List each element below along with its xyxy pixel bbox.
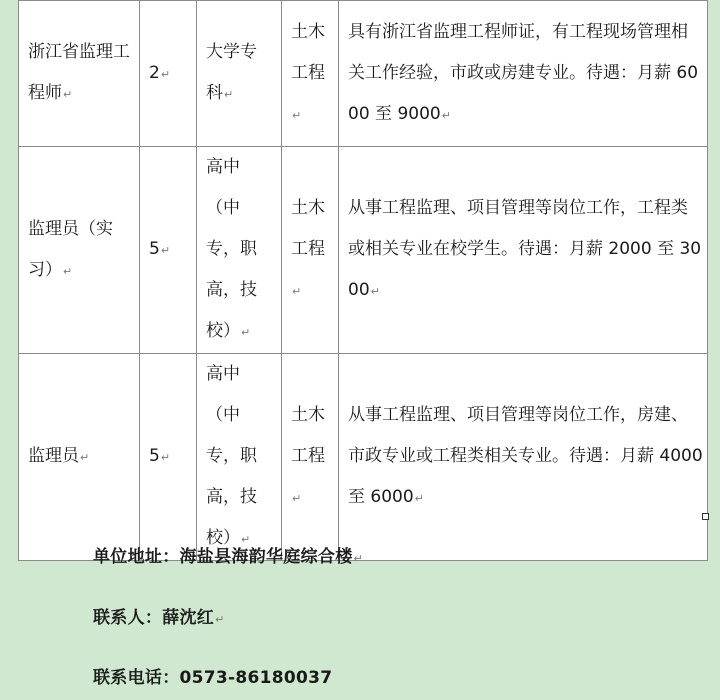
phone-value: 0573-86180037 (179, 668, 333, 688)
count-cell: 2↵ (140, 1, 197, 147)
contact-person-value: 薛沈红 (162, 608, 215, 628)
paragraph-mark: ↵ (353, 552, 364, 565)
paragraph-mark: ↵ (224, 88, 234, 101)
table-resize-handle[interactable] (702, 513, 709, 520)
paragraph-mark: ↵ (292, 108, 302, 122)
address-value: 海盐县海韵华庭综合楼 (179, 547, 353, 567)
position-cell: 浙江省监理工程师↵ (19, 1, 140, 147)
paragraph-mark: ↵ (215, 613, 225, 626)
table-row (19, 147, 708, 354)
table-row (19, 1, 708, 147)
paragraph-mark: ↵ (441, 108, 451, 122)
paragraph-mark: ↵ (292, 285, 302, 298)
paragraph-mark: ↵ (241, 533, 251, 546)
contact-person-label: 联系人： (93, 608, 163, 628)
position-cell: 监理员（实习）↵ (19, 147, 140, 354)
major-cell: 土木工程↵ (282, 147, 339, 354)
job-table (18, 0, 708, 561)
paragraph-mark: ↵ (160, 451, 171, 464)
phone-line (93, 663, 332, 688)
position-cell: 监理员↵ (19, 354, 140, 561)
paragraph-mark: ↵ (80, 451, 90, 464)
count-cell: 5↵ (140, 354, 197, 561)
major-cell: 土木工程↵ (282, 1, 339, 147)
phone-label: 联系电话： (93, 668, 180, 688)
address-line (93, 542, 363, 567)
education-cell: 大学专科↵ (197, 1, 282, 147)
count-cell: 5↵ (140, 147, 197, 354)
requirements-cell: 具有浙江省监理工程师证，有工程现场管理相关工作经验，市政或房建专业。待遇：月薪 6000 至 9000↵ (339, 1, 708, 147)
paragraph-mark: ↵ (63, 264, 73, 278)
requirements-cell: 从事工程监理、项目管理等岗位工作，房建、市政专业或工程类相关专业。待遇：月薪 4000 至 6000↵ (339, 354, 708, 561)
table-row (19, 354, 708, 561)
paragraph-mark: ↵ (414, 492, 424, 505)
paragraph-mark: ↵ (241, 326, 251, 339)
paragraph-mark: ↵ (160, 67, 171, 81)
paragraph-mark: ↵ (63, 88, 73, 101)
address-label: 单位地址： (93, 547, 180, 567)
education-cell: 高中（中专，职高，技校）↵ (197, 354, 282, 561)
major-cell: 土木工程↵ (282, 354, 339, 561)
education-cell: 高中（中专，职高，技校）↵ (197, 147, 282, 354)
paragraph-mark: ↵ (370, 285, 380, 298)
paragraph-mark: ↵ (292, 492, 302, 505)
paragraph-mark: ↵ (160, 244, 171, 257)
requirements-cell: 从事工程监理、项目管理等岗位工作，工程类或相关专业在校学生。待遇：月薪 2000 至 3000↵ (339, 147, 708, 354)
contact-person-line (93, 603, 225, 628)
